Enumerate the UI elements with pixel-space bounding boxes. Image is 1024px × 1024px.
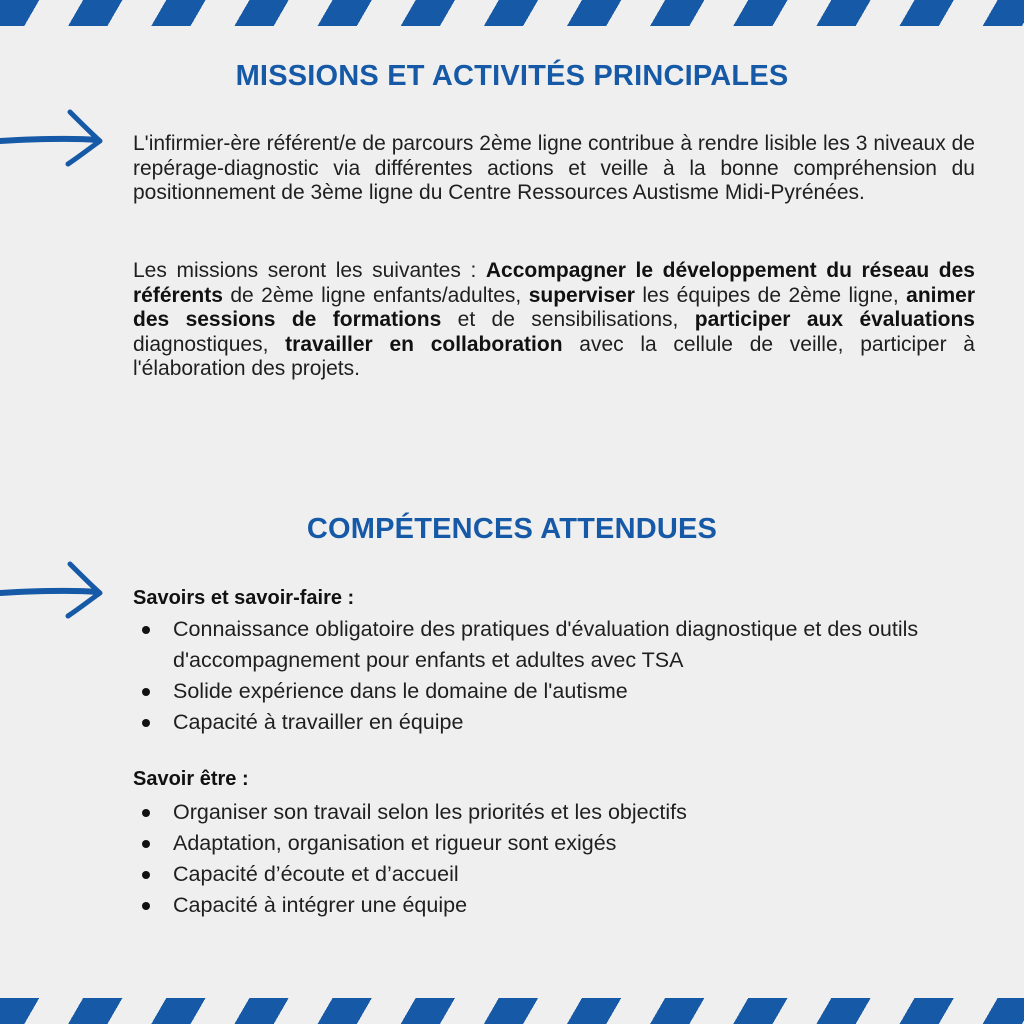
bullet-dot-icon <box>142 719 150 727</box>
list-item <box>133 890 973 921</box>
arrow-right-icon <box>0 108 110 168</box>
top-stripe-border <box>0 0 1024 26</box>
savoir-etre-list <box>133 797 973 921</box>
savoirs-list <box>133 614 973 738</box>
bullet-dot-icon <box>142 809 150 817</box>
list-item <box>133 797 973 828</box>
bullet-dot-icon <box>142 840 150 848</box>
savoir-etre-heading: Savoir être : <box>133 768 249 790</box>
mission-highlight: travailler en collaboration <box>285 332 563 356</box>
list-item-text: Solide expérience dans le domaine de l'autisme <box>173 679 628 703</box>
list-item <box>133 614 973 676</box>
list-item <box>133 676 973 707</box>
list-item-text: Capacité à intégrer une équipe <box>173 893 468 917</box>
mission-highlight: participer aux évaluations <box>694 308 975 331</box>
mission-highlight: superviser <box>528 283 635 307</box>
list-item-text: Capacité d’écoute et d’accueil <box>173 862 459 886</box>
list-item <box>133 828 973 859</box>
mission-highlight: Accompagner le développement du réseau des référents <box>133 259 975 307</box>
bullet-dot-icon <box>142 688 150 696</box>
mission-text: les équipes de 2ème ligne, <box>634 283 907 307</box>
list-item-text: Capacité à travailler en équipe <box>173 710 464 734</box>
bottom-stripe-border <box>0 998 1024 1024</box>
list-item <box>133 859 973 890</box>
savoirs-heading: Savoirs et savoir-faire : <box>133 587 355 609</box>
competences-title: COMPÉTENCES ATTENDUES <box>306 513 718 545</box>
mission-text: Les missions seront les suivantes : <box>133 259 486 282</box>
missions-paragraph <box>133 259 975 382</box>
mission-text: de 2ème ligne enfants/adultes, <box>222 283 529 307</box>
list-item-text: Connaissance obligatoire des pratiques d'évaluation diagnostique et des outils d'accompagnement pour enfants et adultes avec TSA <box>173 617 919 672</box>
bullet-dot-icon <box>142 871 150 879</box>
list-item-text: Organiser son travail selon les priorités et les objectifs <box>173 800 687 824</box>
missions-title: MISSIONS ET ACTIVITÉS PRINCIPALES <box>235 60 789 92</box>
intro-paragraph: L'infirmier-ère référent/e de parcours 2ème ligne contribue à rendre lisible les 3 niveaux de repérage-diagnostic via différentes actions et veille à la bonne compréhension du positionnement de 3ème ligne du Centre Ressources Austisme Midi-Pyrénées. <box>133 132 975 204</box>
list-item-text: Adaptation, organisation et rigueur sont exigés <box>173 831 617 855</box>
mission-text: et de sensibilisations, <box>441 308 695 331</box>
arrow-right-icon <box>0 560 110 620</box>
list-item <box>133 707 973 738</box>
bullet-dot-icon <box>142 902 150 910</box>
bullet-dot-icon <box>142 626 150 634</box>
mission-text: avec la cellule de veille, participer à l'élaboration des projets. <box>133 332 975 380</box>
mission-text: diagnostiques, <box>133 332 286 356</box>
mission-highlight: animer des sessions de formations <box>133 283 976 331</box>
